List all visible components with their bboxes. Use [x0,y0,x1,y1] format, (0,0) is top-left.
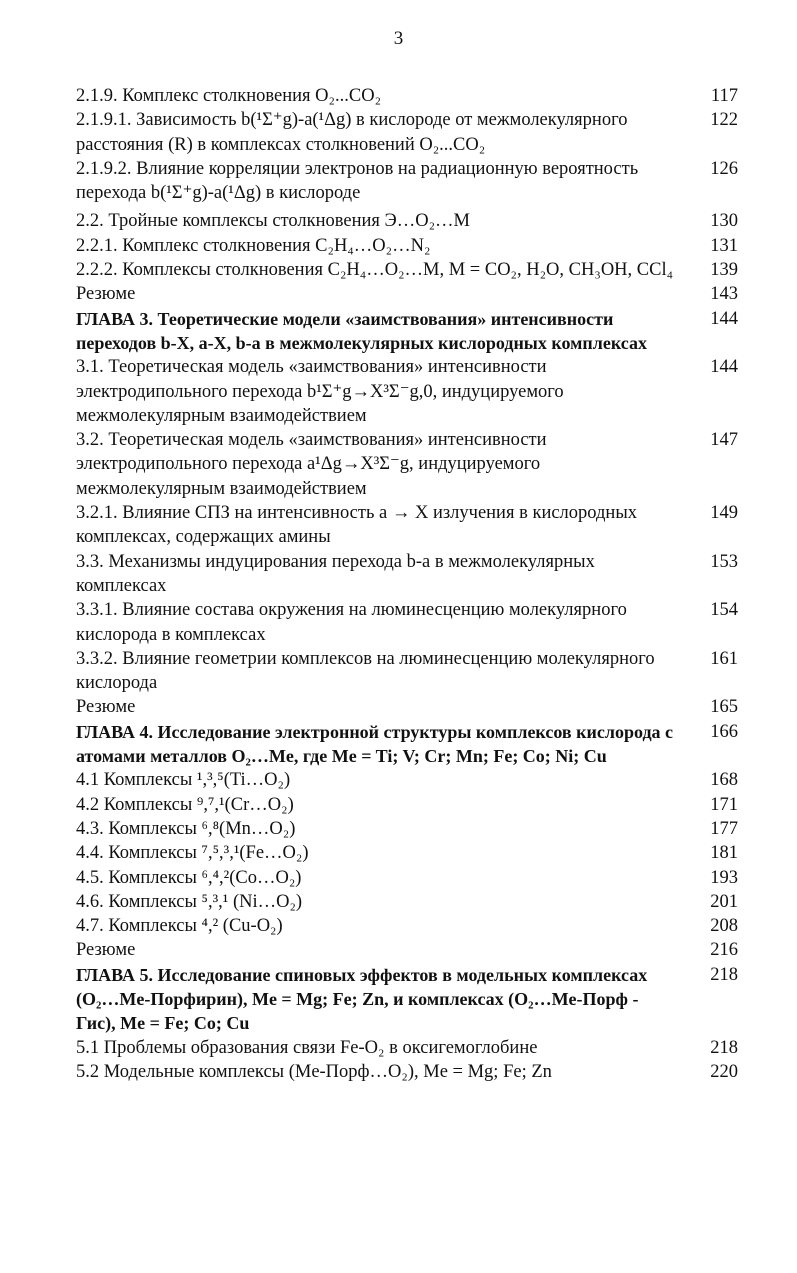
toc-entry [76,258,738,282]
toc-entry [76,817,738,841]
toc-entry-title: 3.3. Механизмы индуцирования перехода b-a в межмолекулярных комплексах [76,551,595,596]
toc-entry-page: 144 [710,357,738,378]
toc-entry-page: 161 [710,648,738,669]
table-of-contents [76,84,738,1084]
toc-entry-page: 218 [710,964,738,985]
toc-entry-title: Резюме [76,284,136,305]
toc-entry-page: 171 [710,794,738,815]
toc-entry-title: 4.2 Комплексы ⁹,⁷,¹(Cr…O₂) [76,794,294,815]
toc-entry-title: Резюме [76,940,136,961]
toc-entry [76,793,738,817]
toc-entry-page: 143 [710,284,738,305]
toc-entry-title: 4.1 Комплексы ¹,³,⁵(Ti…O₂) [76,770,291,791]
toc-entry-title: 4.4. Комплексы ⁷,⁵,³,¹(Fe…O₂) [76,843,309,864]
toc-entry-title: ГЛАВА 5. Исследование спиновых эффектов в модельных комплексах (O₂…Me-Порфирин), Me = Mg; Fe; Zn, и комплексах (O₂…Me-Порф - Гис), Me = Fe; Co; Cu [76,964,648,1034]
toc-entry-page: 131 [710,235,738,256]
toc-entry [76,84,738,108]
toc-entry-title: 2.1.9.2. Влияние корреляции электронов на радиационную вероятность перехода b(¹Σ⁺g)-a(¹Δg) в кислороде [76,158,639,204]
toc-entry-title: 3.1. Теоретическая модель «заимствования» интенсивности электродипольного перехода b¹Σ⁺g→X³Σ⁻g,0, индуцируемого межмолекулярным взаимодействием [76,357,564,426]
toc-entry-page: 193 [710,867,738,888]
toc-entry [76,647,738,696]
toc-entry [76,841,738,865]
toc-entry-page: 201 [710,891,738,912]
toc-entry [76,1060,738,1084]
toc-entry-page: 144 [710,308,738,329]
toc-entry [76,914,738,938]
toc-entry [76,209,738,233]
toc-entry [76,355,738,428]
toc-entry-page: 218 [710,1037,738,1058]
toc-entry [76,501,738,550]
toc-entry [76,768,738,792]
toc-chapter-heading [76,720,738,769]
toc-entry [76,234,738,258]
toc-entry [76,890,738,914]
toc-entry-title: 4.5. Комплексы ⁶,⁴,²(Co…O₂) [76,867,302,888]
toc-entry-summary [76,282,738,306]
toc-entry-title: 4.3. Комплексы ⁶,⁸(Mn…O₂) [76,818,296,839]
toc-entry-title: 2.1.9.1. Зависимость b(¹Σ⁺g)-a(¹Δg) в кислороде от межмолекулярного расстояния (R) в комплексах столкновений O₂...CO₂ [76,110,628,155]
toc-entry-page: 139 [710,260,738,281]
toc-entry-page: 126 [710,158,738,179]
toc-entry-page: 216 [710,940,738,961]
toc-entry-summary [76,695,738,719]
toc-entry-page: 168 [710,770,738,791]
toc-entry [76,550,738,599]
page-number: 3 [393,28,404,49]
toc-entry-title: 3.3.1. Влияние состава окружения на люминесценцию молекулярного кислорода в комплексах [76,600,627,645]
toc-entry-page: 166 [710,721,738,742]
toc-entry-title: 3.3.2. Влияние геометрии комплексов на люминесценцию молекулярного кислорода [76,648,655,694]
toc-chapter-heading [76,963,738,1036]
toc-entry-page: 220 [710,1061,738,1082]
toc-entry-title: 3.2. Теоретическая модель «заимствования» интенсивности электродипольного перехода a¹Δg→X³Σ⁻g, индуцируемого межмолекулярным взаимодействием [76,430,547,499]
toc-entry-page: 147 [710,430,738,451]
toc-entry [76,1036,738,1060]
toc-entry [76,108,738,157]
toc-entry-title: 2.2.1. Комплекс столкновения C₂H₄…O₂…N₂ [76,235,431,256]
toc-entry-page: 181 [710,843,738,864]
toc-entry [76,866,738,890]
toc-entry-page: 130 [710,211,738,232]
toc-entry-title: ГЛАВА 4. Исследование электронной структуры комплексов кислорода с атомами металлов O₂…Me, где Me = Ti; V; Cr; Mn; Fe; Co; Ni; Cu [76,721,674,767]
toc-chapter-heading [76,307,738,356]
toc-entry-page: 208 [710,916,738,937]
toc-entry-title: 3.2.1. Влияние СПЗ на интенсивность a → X излучения в кислородных комплексах, содержащих амины [76,503,637,548]
toc-entry-page: 165 [710,697,738,718]
toc-entry-title: 5.1 Проблемы образования связи Fe-O₂ в оксигемоглобине [76,1037,538,1058]
toc-entry-page: 153 [710,551,738,572]
toc-entry-page: 154 [710,600,738,621]
toc-entry-title: 4.7. Комплексы ⁴,² (Cu-O₂) [76,916,283,937]
toc-entry-page: 177 [710,818,738,839]
toc-entry-title: ГЛАВА 3. Теоретические модели «заимствования» интенсивности переходов b-X, a-X, b-a в межмолекулярных кислородных комплексах [76,308,648,353]
toc-entry-title: 5.2 Модельные комплексы (Me-Порф…O₂), Me = Mg; Fe; Zn [76,1061,552,1082]
toc-entry-title: 2.1.9. Комплекс столкновения O₂...CO₂ [76,86,382,106]
toc-entry-title: 2.2.2. Комплексы столкновения C₂H₄…O₂…M, M = CO₂, H₂O, CH₃OH, CCl₄ [76,260,674,281]
toc-entry-title: Резюме [76,697,136,718]
toc-entry-page: 149 [710,503,738,524]
toc-entry-title: 2.2. Тройные комплексы столкновения Э…O₂…M [76,211,471,232]
toc-entry-summary [76,938,738,962]
toc-entry-page: 122 [710,110,738,131]
toc-entry-title: 4.6. Комплексы ⁵,³,¹ (Ni…O₂) [76,891,303,912]
toc-entry [76,428,738,501]
toc-entry [76,598,738,647]
toc-entry-page: 117 [710,86,738,106]
toc-entry [76,157,738,206]
